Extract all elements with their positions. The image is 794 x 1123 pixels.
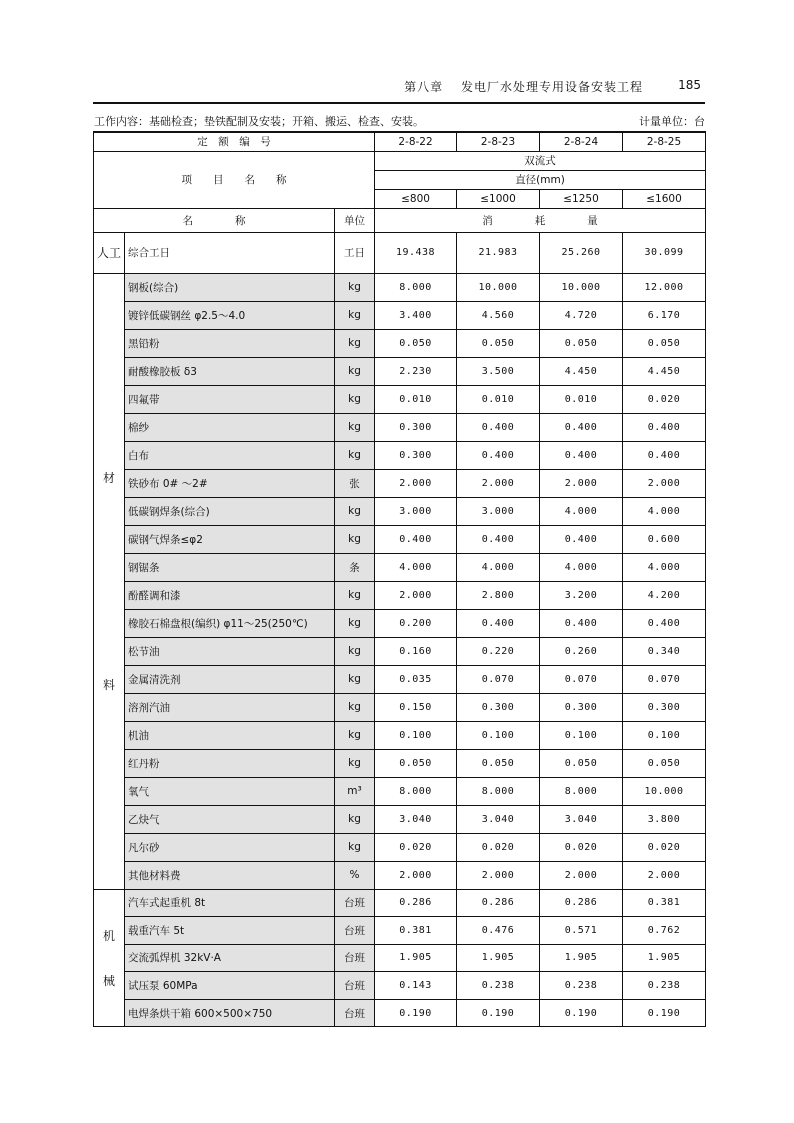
item-name: 溶剂汽油 (125, 693, 335, 721)
item-unit: kg (335, 581, 375, 609)
value-cell: 0.070 (623, 665, 706, 693)
item-unit: kg (335, 301, 375, 329)
item-unit: 台班 (335, 889, 375, 917)
item-name: 红丹粉 (125, 749, 335, 777)
value-cell: 0.190 (540, 999, 623, 1027)
value-cell: 8.000 (457, 777, 540, 805)
category-label: 人工 (97, 246, 122, 260)
name-header: 名 称 (94, 208, 335, 232)
category-label: 料 (102, 678, 115, 692)
code-cell: 2-8-25 (623, 132, 706, 151)
value-cell: 4.000 (375, 553, 457, 581)
value-cell: 0.100 (540, 721, 623, 749)
quota-table-body (94, 132, 706, 1027)
value-cell: 0.050 (457, 749, 540, 777)
value-cell: 0.100 (623, 721, 706, 749)
value-cell: 2.000 (623, 861, 706, 889)
value-cell: 0.010 (540, 385, 623, 413)
table-row (94, 861, 706, 889)
value-cell: 10.000 (457, 273, 540, 301)
value-cell: 3.040 (375, 805, 457, 833)
item-name: 橡胶石棉盘根(编织) φ11～25(250℃) (125, 609, 335, 637)
table-row (94, 944, 706, 972)
value-cell: 2.800 (457, 581, 540, 609)
item-unit: 台班 (335, 972, 375, 1000)
value-cell: 8.000 (375, 777, 457, 805)
page-number: 185 (678, 78, 701, 92)
value-cell: 2.000 (457, 469, 540, 497)
item-unit: kg (335, 413, 375, 441)
value-cell: 0.400 (623, 441, 706, 469)
type-label: 双流式 (375, 151, 706, 170)
category-cell (94, 273, 125, 889)
value-cell: 0.100 (375, 721, 457, 749)
item-name: 汽车式起重机 8t (125, 889, 335, 917)
value-cell: 2.000 (375, 861, 457, 889)
value-cell: 0.035 (375, 665, 457, 693)
value-cell: 0.020 (623, 833, 706, 861)
value-cell: 0.050 (375, 329, 457, 357)
value-cell: 0.400 (375, 525, 457, 553)
item-unit: 工日 (335, 232, 375, 273)
value-cell: 0.400 (623, 413, 706, 441)
value-cell: 0.160 (375, 637, 457, 665)
item-unit: kg (335, 749, 375, 777)
work-content: 工作内容：基础检查；垫铁配制及安装；开箱、搬运、检查、安装。 (94, 115, 424, 128)
item-name: 载重汽车 5t (125, 917, 335, 945)
value-cell: 19.438 (375, 232, 457, 273)
item-name: 金属清洗剂 (125, 665, 335, 693)
value-cell: 2.000 (540, 469, 623, 497)
item-name: 电焊条烘干箱 600×500×750 (125, 999, 335, 1027)
value-cell: 8.000 (540, 777, 623, 805)
value-cell: 3.400 (375, 301, 457, 329)
item-unit: kg (335, 721, 375, 749)
item-unit: 台班 (335, 999, 375, 1027)
value-cell: 0.050 (375, 749, 457, 777)
table-row (94, 805, 706, 833)
value-cell: 0.286 (457, 889, 540, 917)
value-cell: 21.983 (457, 232, 540, 273)
value-cell: 0.300 (540, 693, 623, 721)
table-row (94, 329, 706, 357)
value-cell: 0.050 (623, 749, 706, 777)
table-row (94, 637, 706, 665)
item-name: 白布 (125, 441, 335, 469)
diameter-label: 直径(mm) (375, 170, 706, 189)
item-name: 铁砂布 0# ～2# (125, 469, 335, 497)
table-row (94, 721, 706, 749)
item-unit: % (335, 861, 375, 889)
value-cell: 0.020 (457, 833, 540, 861)
item-name: 耐酸橡胶板 δ3 (125, 357, 335, 385)
value-cell: 3.040 (540, 805, 623, 833)
value-cell: 12.000 (623, 273, 706, 301)
item-name: 黑铅粉 (125, 329, 335, 357)
value-cell: 1.905 (375, 944, 457, 972)
size-cell: ≤1250 (540, 189, 623, 208)
item-name: 低碳钢焊条(综合) (125, 497, 335, 525)
table-row (94, 917, 706, 945)
value-cell: 0.300 (457, 693, 540, 721)
item-name: 其他材料费 (125, 861, 335, 889)
item-unit: kg (335, 357, 375, 385)
table-row (94, 469, 706, 497)
item-unit: kg (335, 833, 375, 861)
code-cell: 2-8-24 (540, 132, 623, 151)
item-unit: kg (335, 609, 375, 637)
value-cell: 0.286 (375, 889, 457, 917)
value-cell: 0.190 (457, 999, 540, 1027)
value-cell: 0.238 (623, 972, 706, 1000)
value-cell: 0.050 (457, 329, 540, 357)
item-name: 凡尔砂 (125, 833, 335, 861)
value-cell: 0.190 (623, 999, 706, 1027)
code-cell: 2-8-22 (375, 132, 457, 151)
value-cell: 4.000 (540, 497, 623, 525)
value-cell: 3.200 (540, 581, 623, 609)
value-cell: 0.300 (375, 441, 457, 469)
code-cell: 2-8-23 (457, 132, 540, 151)
value-cell: 3.000 (457, 497, 540, 525)
item-unit: kg (335, 805, 375, 833)
table-row (94, 889, 706, 917)
value-cell: 1.905 (623, 944, 706, 972)
table-row (94, 553, 706, 581)
item-name: 棉纱 (125, 413, 335, 441)
value-cell: 0.400 (623, 609, 706, 637)
value-cell: 0.020 (623, 385, 706, 413)
item-name: 镀锌低碳钢丝 φ2.5～4.0 (125, 301, 335, 329)
value-cell: 1.905 (457, 944, 540, 972)
value-cell: 0.260 (540, 637, 623, 665)
item-unit: kg (335, 441, 375, 469)
item-unit: 条 (335, 553, 375, 581)
table-row (94, 581, 706, 609)
value-cell: 2.000 (375, 469, 457, 497)
value-cell: 2.000 (457, 861, 540, 889)
item-name: 酚醛调和漆 (125, 581, 335, 609)
value-cell: 0.238 (457, 972, 540, 1000)
quota-table (93, 131, 706, 1027)
item-name: 交流弧焊机 32kV·A (125, 944, 335, 972)
category-cell (94, 889, 125, 1027)
item-name: 试压泵 60MPa (125, 972, 335, 1000)
item-name: 钢锯条 (125, 553, 335, 581)
item-unit: m³ (335, 777, 375, 805)
item-name: 乙炔气 (125, 805, 335, 833)
item-unit: kg (335, 665, 375, 693)
value-cell: 0.762 (623, 917, 706, 945)
size-cell: ≤1600 (623, 189, 706, 208)
value-cell: 0.400 (457, 441, 540, 469)
value-cell: 0.070 (540, 665, 623, 693)
category-label: 机 (102, 928, 115, 943)
value-cell: 0.010 (375, 385, 457, 413)
value-cell: 0.340 (623, 637, 706, 665)
value-cell: 25.260 (540, 232, 623, 273)
value-cell: 0.150 (375, 693, 457, 721)
item-unit: kg (335, 637, 375, 665)
value-cell: 0.476 (457, 917, 540, 945)
table-row (94, 777, 706, 805)
value-cell: 2.230 (375, 357, 457, 385)
item-label: 项 目 名 称 (94, 151, 375, 208)
value-cell: 4.560 (457, 301, 540, 329)
item-unit: kg (335, 525, 375, 553)
table-row (94, 833, 706, 861)
unit-header: 单位 (335, 208, 375, 232)
item-name: 碳钢气焊条≤φ2 (125, 525, 335, 553)
value-cell: 2.000 (623, 469, 706, 497)
value-cell: 4.450 (540, 357, 623, 385)
category-label: 材 (102, 471, 115, 485)
value-cell: 3.800 (623, 805, 706, 833)
chapter-title: 第八章 发电厂水处理专用设备安装工程 (404, 80, 643, 94)
table-row (94, 273, 706, 301)
item-name: 机油 (125, 721, 335, 749)
value-cell: 4.000 (457, 553, 540, 581)
table-row (94, 693, 706, 721)
value-cell: 0.400 (457, 413, 540, 441)
value-cell: 0.400 (540, 413, 623, 441)
value-cell: 30.099 (623, 232, 706, 273)
category-label: 械 (102, 973, 115, 988)
item-unit: kg (335, 497, 375, 525)
table-row (94, 972, 706, 1000)
value-cell: 0.100 (457, 721, 540, 749)
value-cell: 4.200 (623, 581, 706, 609)
value-cell: 3.500 (457, 357, 540, 385)
value-cell: 0.050 (623, 329, 706, 357)
item-unit: 张 (335, 469, 375, 497)
item-name: 氧气 (125, 777, 335, 805)
table-row (94, 385, 706, 413)
value-cell: 3.040 (457, 805, 540, 833)
size-cell: ≤1000 (457, 189, 540, 208)
table-row (94, 749, 706, 777)
value-cell: 10.000 (623, 777, 706, 805)
item-name: 钢板(综合) (125, 273, 335, 301)
value-cell: 0.010 (457, 385, 540, 413)
value-cell: 0.020 (540, 833, 623, 861)
value-cell: 0.020 (375, 833, 457, 861)
size-cell: ≤800 (375, 189, 457, 208)
value-cell: 0.400 (540, 441, 623, 469)
value-cell: 0.238 (540, 972, 623, 1000)
value-cell: 0.400 (457, 525, 540, 553)
table-row (94, 413, 706, 441)
value-cell: 4.000 (540, 553, 623, 581)
value-cell: 6.170 (623, 301, 706, 329)
table-row (94, 525, 706, 553)
value-cell: 4.450 (623, 357, 706, 385)
value-cell: 10.000 (540, 273, 623, 301)
value-cell: 0.300 (623, 693, 706, 721)
value-cell: 0.143 (375, 972, 457, 1000)
value-cell: 4.000 (623, 497, 706, 525)
value-cell: 8.000 (375, 273, 457, 301)
category-cell (94, 232, 125, 273)
value-cell: 3.000 (375, 497, 457, 525)
value-cell: 2.000 (540, 861, 623, 889)
value-cell: 2.000 (375, 581, 457, 609)
value-cell: 0.400 (540, 609, 623, 637)
consume-header: 消 耗 量 (375, 208, 706, 232)
code-label: 定 额 编 号 (94, 132, 375, 151)
value-cell: 0.300 (375, 413, 457, 441)
table-row (94, 357, 706, 385)
value-cell: 0.050 (540, 329, 623, 357)
value-cell: 4.000 (623, 553, 706, 581)
table-row (94, 609, 706, 637)
value-cell: 4.720 (540, 301, 623, 329)
table-row (94, 999, 706, 1027)
table-row (94, 665, 706, 693)
item-unit: kg (335, 385, 375, 413)
value-cell: 0.400 (457, 609, 540, 637)
item-unit: kg (335, 329, 375, 357)
value-cell: 0.220 (457, 637, 540, 665)
value-cell: 0.600 (623, 525, 706, 553)
value-cell: 0.381 (375, 917, 457, 945)
value-cell: 0.050 (540, 749, 623, 777)
value-cell: 1.905 (540, 944, 623, 972)
item-unit: 台班 (335, 917, 375, 945)
measure-unit: 计量单位：台 (639, 115, 705, 128)
table-row (94, 232, 706, 273)
value-cell: 0.070 (457, 665, 540, 693)
value-cell: 0.381 (623, 889, 706, 917)
item-name: 松节油 (125, 637, 335, 665)
value-cell: 0.200 (375, 609, 457, 637)
table-row (94, 497, 706, 525)
value-cell: 0.571 (540, 917, 623, 945)
item-unit: 台班 (335, 944, 375, 972)
item-name: 四氟带 (125, 385, 335, 413)
item-unit: kg (335, 693, 375, 721)
table-row (94, 441, 706, 469)
item-name: 综合工日 (125, 232, 335, 273)
value-cell: 0.190 (375, 999, 457, 1027)
item-unit: kg (335, 273, 375, 301)
page-header (93, 72, 705, 104)
value-cell: 0.286 (540, 889, 623, 917)
table-row (94, 301, 706, 329)
value-cell: 0.400 (540, 525, 623, 553)
